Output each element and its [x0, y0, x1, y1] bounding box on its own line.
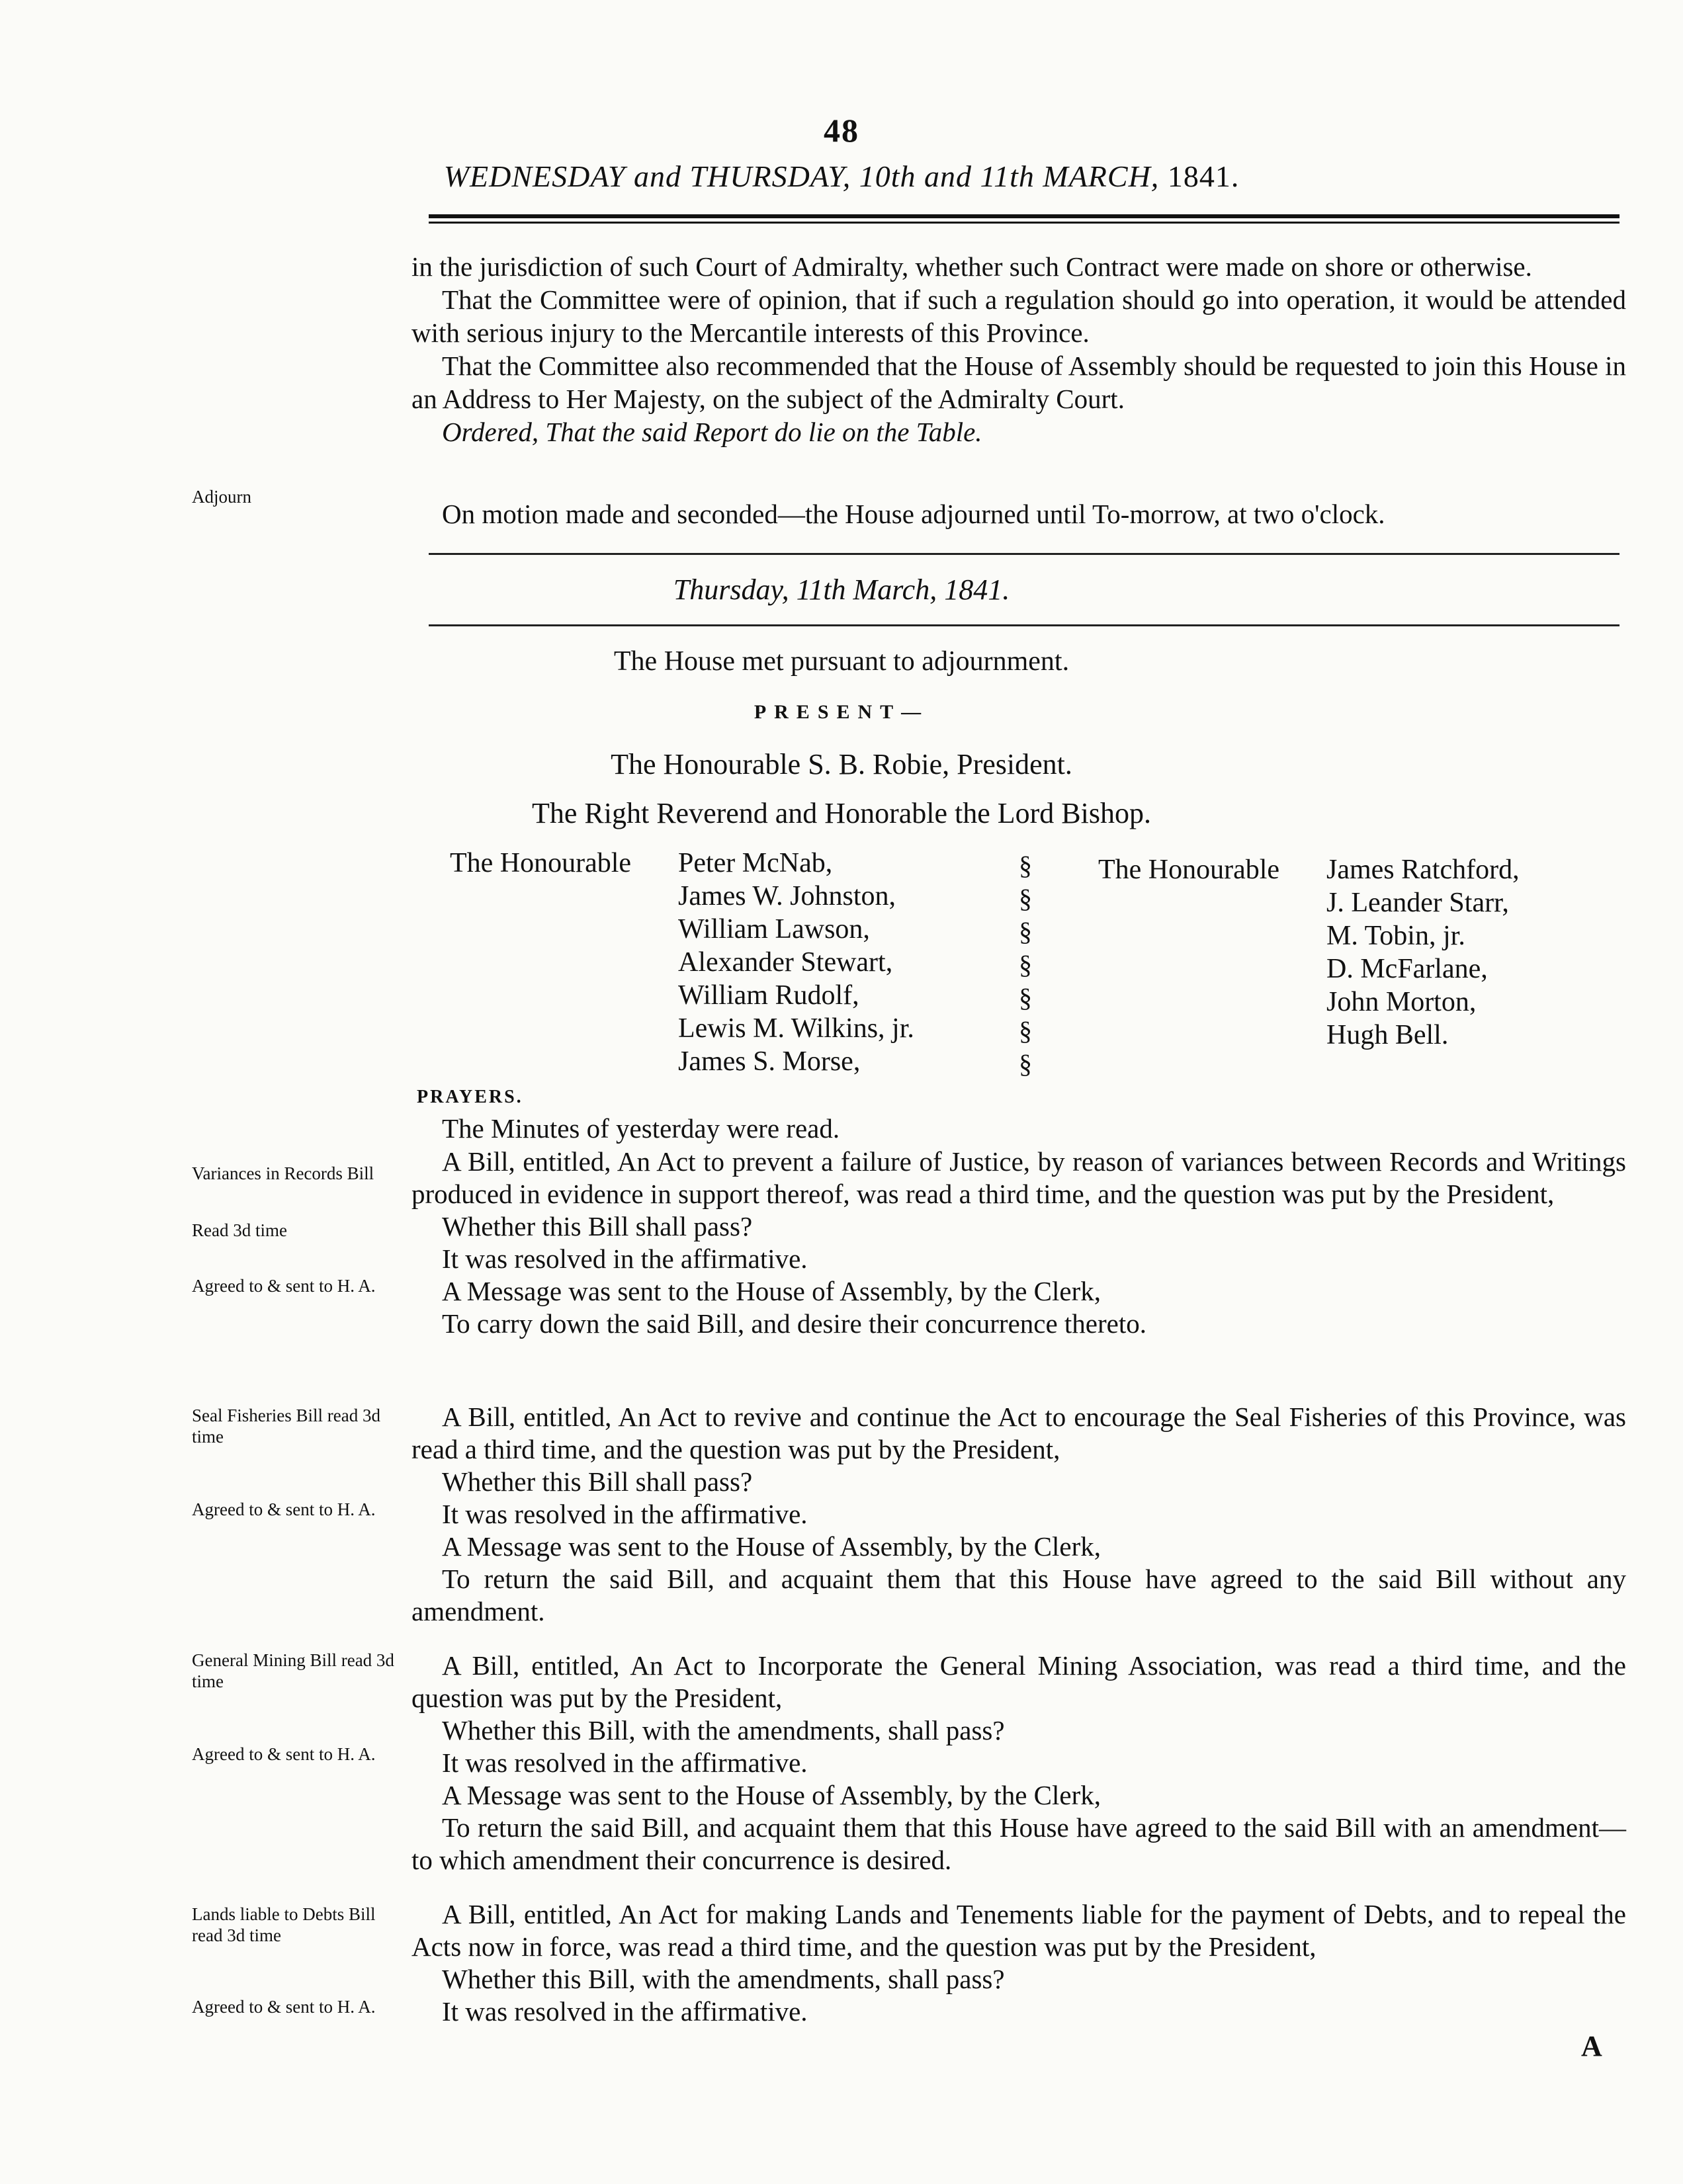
- bill-resolved: It was resolved in the affirmative.: [442, 1747, 808, 1778]
- member-name: J. Leander Starr,: [1326, 888, 1509, 918]
- brace-mark: §: [1019, 917, 1032, 946]
- running-head-year: 1841.: [1167, 159, 1240, 193]
- bill-instruction: To return the said Bill, and acquaint them that this House have agreed to the said Bill without any amendment.: [411, 1564, 1626, 1626]
- bill-resolved: It was resolved in the affirmative.: [442, 1243, 808, 1274]
- running-head-days: WEDNESDAY and THURSDAY,: [443, 159, 851, 193]
- margin-note-bill-read: Read 3d time: [192, 1220, 287, 1240]
- bill-instruction: To carry down the said Bill, and desire their concurrence thereto.: [442, 1308, 1146, 1339]
- present-heading: PRESENT—: [754, 701, 929, 723]
- bishop-line: The Right Reverend and Honorable the Lord Bishop.: [531, 797, 1151, 829]
- brace-mark: §: [1019, 1049, 1032, 1079]
- member-name: Lewis M. Wilkins, jr.: [678, 1013, 914, 1044]
- bill-question: Whether this Bill, with the amendments, shall pass?: [442, 1715, 1005, 1745]
- bill-text: A Bill, entitled, An Act for making Lands and Tenements liable for the payment of Debts, and to repeal the Acts now in force, was read a third time, and the question was put by the President,: [411, 1899, 1626, 1962]
- bill-question: Whether this Bill shall pass?: [442, 1211, 753, 1241]
- met-line: The House met pursuant to adjournment.: [613, 646, 1070, 677]
- margin-note-bill-title: Seal Fisheries Bill read 3d time: [192, 1406, 380, 1447]
- brace-mark: §: [1019, 983, 1032, 1013]
- bill-resolved: It was resolved in the affirmative.: [442, 1996, 808, 2027]
- brace-ornament: [1012, 849, 1039, 1094]
- report-line: That the Committee were of opinion, that if such a regulation should go into operation, it would be attended with serious injury to the Mercantile interests of this Province.: [411, 284, 1626, 348]
- margin-note-bill-agreed: Agreed to & sent to H. A.: [192, 1997, 376, 2017]
- bill-message: A Message was sent to the House of Assembly, by the Clerk,: [442, 1531, 1101, 1562]
- minutes-paragraph: [411, 1113, 1626, 1145]
- prayers-label: PRAYERS.: [417, 1087, 523, 1107]
- section-rule: [429, 553, 1619, 555]
- member-name: James W. Johnston,: [678, 881, 896, 911]
- members-left-title: The Honourable: [450, 848, 632, 878]
- member-name: Hugh Bell.: [1326, 1020, 1449, 1050]
- running-head-dates: 10th and 11th MARCH,: [859, 159, 1160, 193]
- member-name: Peter McNab,: [678, 848, 833, 878]
- bill-entry: [411, 1401, 1626, 1628]
- bill-question: Whether this Bill shall pass?: [442, 1466, 753, 1497]
- bill-entry: [411, 1146, 1626, 1340]
- adjourn-paragraph: [411, 497, 1626, 530]
- margin-note-bill-agreed: Agreed to & sent to H. A.: [192, 1499, 376, 1519]
- report-line: That the Committee also recommended that the House of Assembly should be requested to join this House in an Address to Her Majesty, on the subject of the Admiralty Court.: [411, 351, 1626, 414]
- margin-note-bill-title: Variances in Records Bill: [192, 1163, 374, 1183]
- date-heading: Thursday, 11th March, 1841.: [673, 573, 1010, 606]
- header-double-rule: [429, 214, 1619, 224]
- margin-note-bill-title: Lands liable to Debts Bill read 3d time: [192, 1904, 376, 1945]
- member-name: William Lawson,: [678, 914, 870, 945]
- margin-note-adjourn: Adjourn: [192, 487, 251, 507]
- bill-entry: [411, 1650, 1626, 1876]
- report-ordered: Ordered, That the said Report do lie on the Table.: [442, 417, 982, 447]
- members-right-title: The Honourable: [1098, 855, 1280, 885]
- section-rule: [429, 624, 1619, 626]
- margin-note-bill-title: General Mining Bill read 3d time: [192, 1650, 394, 1691]
- bill-entry: [411, 1898, 1626, 2028]
- brace-mark: §: [1019, 950, 1032, 980]
- bill-resolved: It was resolved in the affirmative.: [442, 1499, 808, 1529]
- member-name: M. Tobin, jr.: [1326, 921, 1465, 951]
- member-name: James Ratchford,: [1326, 855, 1520, 885]
- margin-note-bill-agreed: Agreed to & sent to H. A.: [192, 1744, 376, 1764]
- member-name: William Rudolf,: [678, 980, 859, 1011]
- member-name: D. McFarlane,: [1326, 954, 1488, 984]
- bill-text: A Bill, entitled, An Act to prevent a failure of Justice, by reason of variances between Records and Writings produced in evidence in support thereof, was read a third time, and the question was put by the President,: [411, 1146, 1626, 1209]
- running-head: [0, 159, 1683, 194]
- adjourn-text: On motion made and seconded—the House adjourned until To-morrow, at two o'clock.: [442, 499, 1385, 529]
- report-line: in the jurisdiction of such Court of Admiralty, whether such Contract were made on shore or otherwise.: [411, 251, 1532, 282]
- member-name: James S. Morse,: [678, 1046, 861, 1077]
- member-name: Alexander Stewart,: [678, 947, 893, 978]
- member-name: John Morton,: [1326, 987, 1477, 1017]
- brace-mark: §: [1019, 884, 1032, 913]
- bill-message: A Message was sent to the House of Assembly, by the Clerk,: [442, 1780, 1101, 1810]
- president-line: The Honourable S. B. Robie, President.: [611, 748, 1072, 780]
- margin-note-bill-agreed: Agreed to & sent to H. A.: [192, 1276, 376, 1296]
- bill-question: Whether this Bill, with the amendments, shall pass?: [442, 1964, 1005, 1994]
- page-number: 48: [824, 112, 859, 149]
- continued-report: [411, 250, 1626, 448]
- brace-mark: §: [1019, 1016, 1032, 1046]
- bill-message: A Message was sent to the House of Assembly, by the Clerk,: [442, 1276, 1101, 1306]
- signature-mark: A: [1581, 2030, 1602, 2062]
- brace-mark: §: [1019, 851, 1032, 880]
- bill-instruction: To return the said Bill, and acquaint them that this House have agreed to the said Bill with an amendment—to which amendment their concurrence is desired.: [411, 1812, 1626, 1875]
- bill-text: A Bill, entitled, An Act to Incorporate the General Mining Association, was read a third time, and the question was put by the President,: [411, 1650, 1626, 1713]
- minutes-line: The Minutes of yesterday were read.: [442, 1113, 840, 1144]
- bill-text: A Bill, entitled, An Act to revive and continue the Act to encourage the Seal Fisheries of this Province, was read a third time, and the question was put by the President,: [411, 1402, 1626, 1464]
